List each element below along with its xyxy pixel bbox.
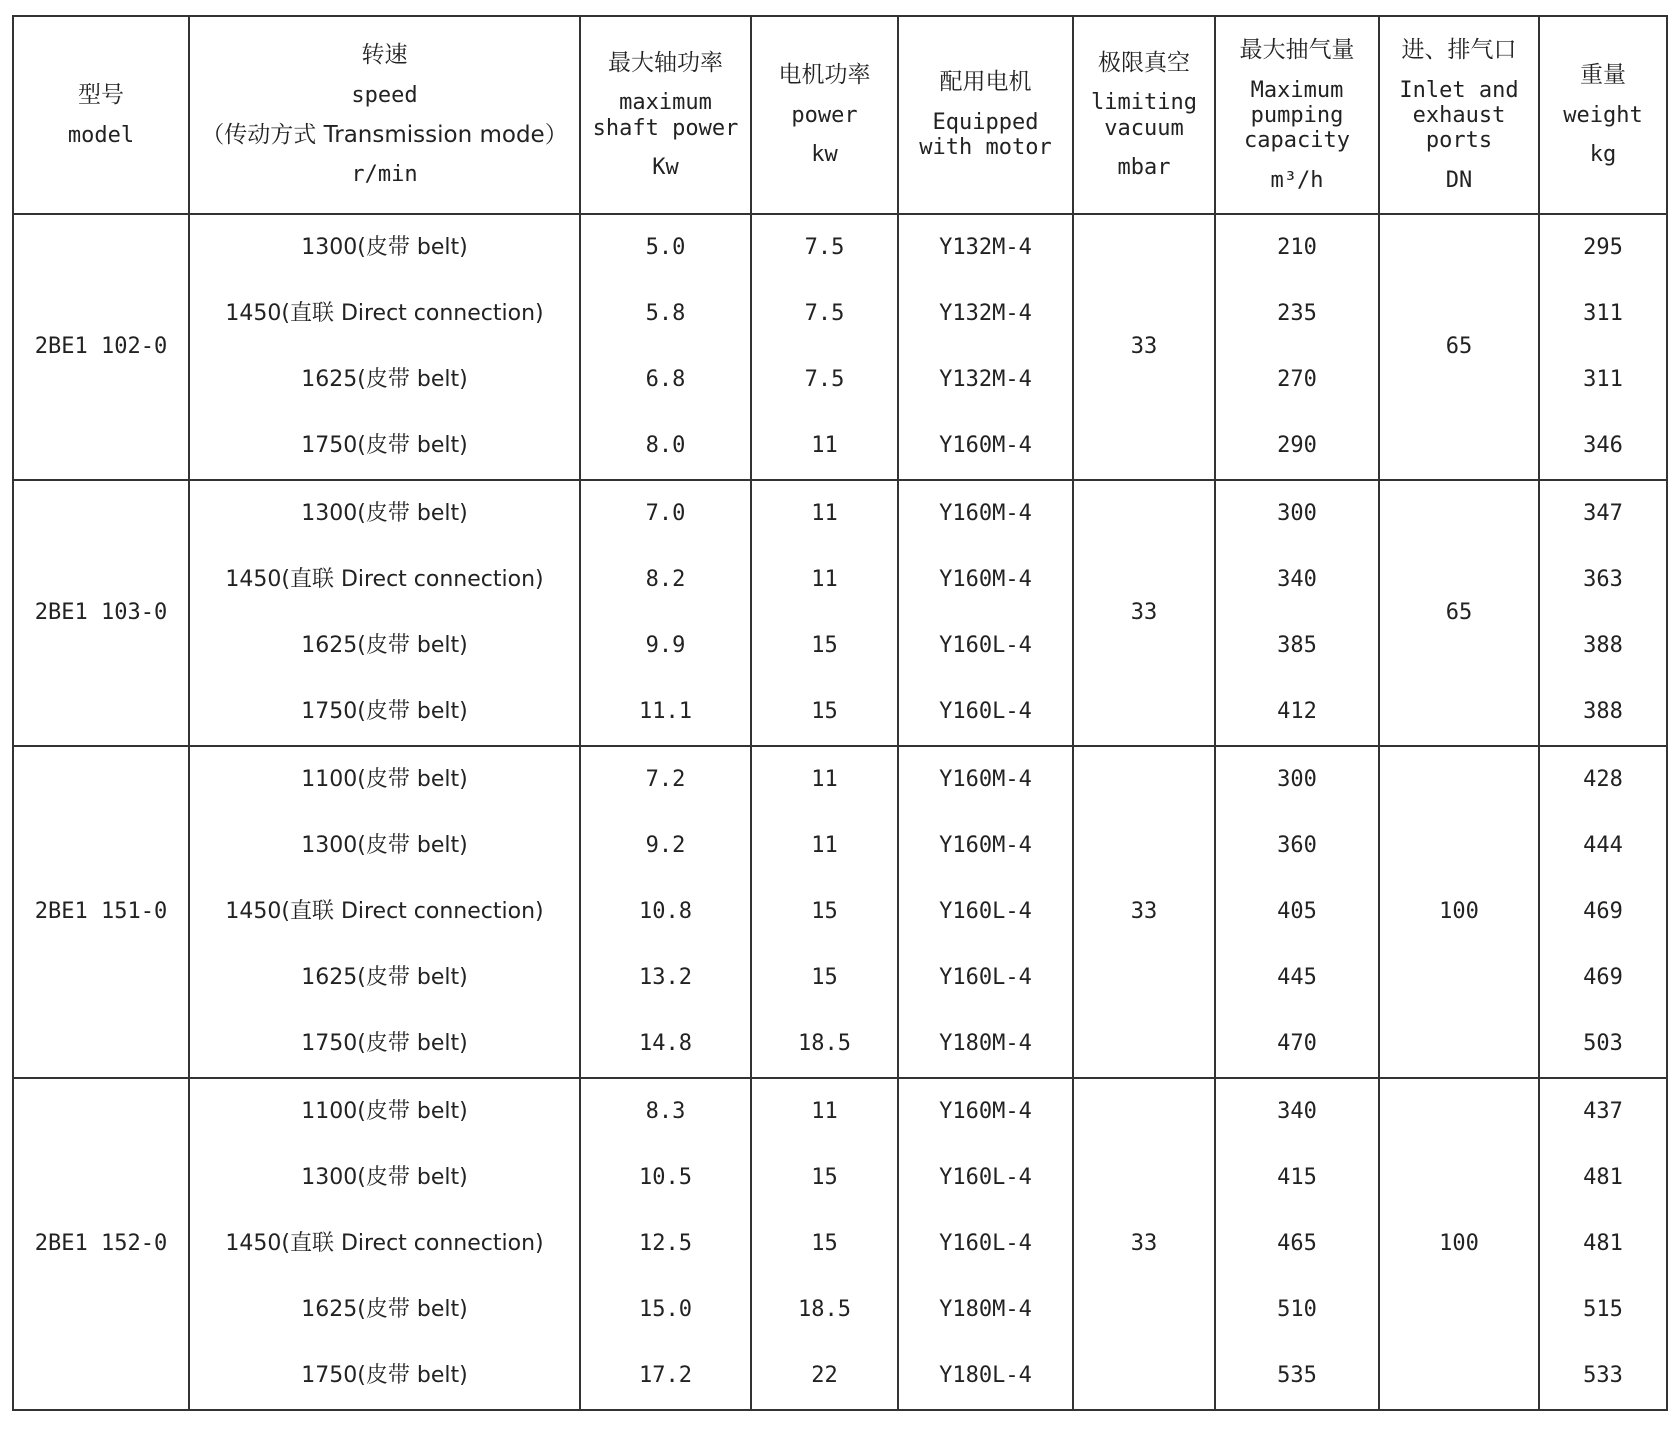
header-speed-unit: r/min — [351, 162, 418, 188]
header-weight-unit: kg — [1589, 142, 1617, 168]
cell-speed: 1750(皮带 belt) — [189, 413, 580, 480]
cell-motor-power: 15 — [751, 945, 898, 1011]
cell-motor-power: 7.5 — [751, 214, 898, 281]
header-ports-en-1: Inlet and — [1399, 77, 1519, 103]
header-ports-en-2: exhaust — [1412, 102, 1506, 128]
header-capacity-cn: 最大抽气量 — [1239, 37, 1355, 64]
table-header — [13, 16, 1667, 214]
cell-motor: Y160L-4 — [898, 613, 1073, 679]
cell-capacity: 210 — [1215, 214, 1379, 281]
cell-motor: Y180M-4 — [898, 1011, 1073, 1078]
cell-speed: 1450(直联 Direct connection) — [189, 1211, 580, 1277]
cell-speed: 1300(皮带 belt) — [189, 813, 580, 879]
cell-weight: 346 — [1539, 413, 1667, 480]
cell-capacity: 470 — [1215, 1011, 1379, 1078]
cell-capacity: 300 — [1215, 480, 1379, 547]
cell-shaft-power: 5.0 — [580, 214, 751, 281]
cell-vacuum: 33 — [1073, 746, 1215, 1078]
cell-weight: 503 — [1539, 1011, 1667, 1078]
cell-weight: 428 — [1539, 746, 1667, 813]
cell-motor: Y132M-4 — [898, 281, 1073, 347]
cell-capacity: 270 — [1215, 347, 1379, 413]
header-ports-en-3: ports — [1425, 128, 1493, 154]
header-motor-power — [751, 16, 898, 214]
cell-speed: 1100(皮带 belt) — [189, 1078, 580, 1145]
cell-capacity: 535 — [1215, 1343, 1379, 1410]
cell-capacity: 445 — [1215, 945, 1379, 1011]
cell-shaft-power: 8.2 — [580, 547, 751, 613]
cell-speed: 1625(皮带 belt) — [189, 1277, 580, 1343]
cell-weight: 388 — [1539, 613, 1667, 679]
cell-motor: Y160L-4 — [898, 1145, 1073, 1211]
cell-weight: 295 — [1539, 214, 1667, 281]
header-speed-mode: （传动方式 Transmission mode） — [201, 122, 568, 148]
header-motor-en-2: with motor — [919, 135, 1052, 161]
cell-motor-power: 11 — [751, 480, 898, 547]
cell-shaft-power: 11.1 — [580, 679, 751, 746]
cell-vacuum: 33 — [1073, 1078, 1215, 1410]
header-row — [13, 16, 1667, 214]
cell-capacity: 300 — [1215, 746, 1379, 813]
cell-shaft-power: 15.0 — [580, 1277, 751, 1343]
header-weight-cn: 重量 — [1580, 62, 1626, 89]
header-model-en: model — [67, 122, 135, 148]
header-capacity-en — [1244, 78, 1350, 154]
cell-capacity: 465 — [1215, 1211, 1379, 1277]
cell-motor: Y160L-4 — [898, 945, 1073, 1011]
cell-motor: Y160M-4 — [898, 746, 1073, 813]
cell-motor-power: 11 — [751, 746, 898, 813]
cell-weight: 437 — [1539, 1078, 1667, 1145]
cell-model: 2BE1 152-0 — [13, 1078, 189, 1410]
cell-motor: Y160M-4 — [898, 413, 1073, 480]
cell-motor-power: 22 — [751, 1343, 898, 1410]
header-motor — [898, 16, 1073, 214]
header-model — [13, 16, 189, 214]
cell-speed: 1625(皮带 belt) — [189, 347, 580, 413]
header-motor-cn: 配用电机 — [939, 69, 1032, 96]
cell-shaft-power: 17.2 — [580, 1343, 751, 1410]
table-row — [13, 214, 1667, 281]
cell-weight: 363 — [1539, 547, 1667, 613]
cell-motor-power: 11 — [751, 813, 898, 879]
header-motor-power-unit: kw — [811, 142, 838, 168]
table-body — [13, 214, 1667, 1410]
cell-speed: 1625(皮带 belt) — [189, 613, 580, 679]
cell-ports: 65 — [1379, 214, 1539, 480]
cell-shaft-power: 9.2 — [580, 813, 751, 879]
spec-table — [12, 15, 1668, 1411]
cell-weight: 515 — [1539, 1277, 1667, 1343]
cell-speed: 1750(皮带 belt) — [189, 679, 580, 746]
cell-shaft-power: 14.8 — [580, 1011, 751, 1078]
cell-motor: Y132M-4 — [898, 347, 1073, 413]
header-ports — [1379, 16, 1539, 214]
header-capacity-en-2: pumping — [1250, 102, 1344, 128]
cell-weight: 481 — [1539, 1145, 1667, 1211]
cell-ports: 100 — [1379, 746, 1539, 1078]
cell-motor-power: 11 — [751, 1078, 898, 1145]
cell-weight: 444 — [1539, 813, 1667, 879]
cell-motor-power: 7.5 — [751, 347, 898, 413]
cell-shaft-power: 7.0 — [580, 480, 751, 547]
cell-speed: 1450(直联 Direct connection) — [189, 879, 580, 945]
cell-model: 2BE1 151-0 — [13, 746, 189, 1078]
header-model-cn: 型号 — [78, 82, 124, 109]
cell-capacity: 385 — [1215, 613, 1379, 679]
cell-weight: 311 — [1539, 347, 1667, 413]
cell-shaft-power: 8.0 — [580, 413, 751, 480]
cell-speed: 1750(皮带 belt) — [189, 1011, 580, 1078]
cell-motor: Y180L-4 — [898, 1343, 1073, 1410]
cell-shaft-power: 13.2 — [580, 945, 751, 1011]
cell-motor-power: 11 — [751, 547, 898, 613]
cell-motor: Y160L-4 — [898, 879, 1073, 945]
header-weight-en: weight — [1563, 102, 1643, 128]
cell-motor: Y160M-4 — [898, 813, 1073, 879]
header-vacuum-cn: 极限真空 — [1098, 49, 1190, 76]
cell-capacity: 290 — [1215, 413, 1379, 480]
cell-motor: Y160M-4 — [898, 547, 1073, 613]
header-speed-cn: 转速 — [361, 42, 408, 69]
cell-speed: 1625(皮带 belt) — [189, 945, 580, 1011]
header-motor-en — [919, 110, 1051, 161]
cell-motor-power: 18.5 — [751, 1277, 898, 1343]
header-capacity — [1215, 16, 1379, 214]
header-ports-cn: 进、排气口 — [1401, 37, 1517, 64]
header-shaft-power-cn: 最大轴功率 — [608, 49, 723, 76]
cell-vacuum: 33 — [1073, 214, 1215, 480]
header-shaft-power-unit: Kw — [652, 154, 679, 180]
cell-capacity: 510 — [1215, 1277, 1379, 1343]
cell-speed: 1750(皮带 belt) — [189, 1343, 580, 1410]
cell-ports: 65 — [1379, 480, 1539, 746]
cell-motor-power: 15 — [751, 879, 898, 945]
header-speed — [189, 16, 580, 214]
header-vacuum-en-2: vacuum — [1104, 115, 1184, 141]
header-weight — [1539, 16, 1667, 214]
cell-motor-power: 7.5 — [751, 281, 898, 347]
cell-shaft-power: 6.8 — [580, 347, 751, 413]
cell-weight: 469 — [1539, 879, 1667, 945]
cell-motor: Y132M-4 — [898, 214, 1073, 281]
header-capacity-en-1: Maximum — [1250, 77, 1344, 103]
header-motor-power-cn: 电机功率 — [778, 62, 871, 89]
header-motor-en-1: Equipped — [932, 109, 1039, 135]
header-ports-unit: DN — [1445, 167, 1473, 193]
header-motor-power-en: power — [791, 102, 858, 128]
header-shaft-power-en-2: shaft power — [592, 115, 739, 141]
cell-speed: 1450(直联 Direct connection) — [189, 547, 580, 613]
cell-motor-power: 15 — [751, 1145, 898, 1211]
cell-speed: 1100(皮带 belt) — [189, 746, 580, 813]
cell-ports: 100 — [1379, 1078, 1539, 1410]
cell-shaft-power: 8.3 — [580, 1078, 751, 1145]
cell-motor: Y160L-4 — [898, 1211, 1073, 1277]
cell-motor-power: 11 — [751, 413, 898, 480]
cell-capacity: 340 — [1215, 1078, 1379, 1145]
cell-motor: Y160L-4 — [898, 679, 1073, 746]
cell-shaft-power: 10.5 — [580, 1145, 751, 1211]
cell-shaft-power: 12.5 — [580, 1211, 751, 1277]
header-shaft-power-en-1: maximum — [619, 90, 712, 116]
header-shaft-power — [580, 16, 751, 214]
cell-shaft-power: 9.9 — [580, 613, 751, 679]
cell-capacity: 415 — [1215, 1145, 1379, 1211]
cell-shaft-power: 7.2 — [580, 746, 751, 813]
cell-model: 2BE1 102-0 — [13, 214, 189, 480]
header-vacuum-unit: mbar — [1117, 154, 1171, 180]
cell-capacity: 412 — [1215, 679, 1379, 746]
cell-weight: 388 — [1539, 679, 1667, 746]
cell-capacity: 235 — [1215, 281, 1379, 347]
table-row — [13, 1078, 1667, 1145]
cell-capacity: 340 — [1215, 547, 1379, 613]
cell-model: 2BE1 103-0 — [13, 480, 189, 746]
cell-weight: 311 — [1539, 281, 1667, 347]
cell-weight: 481 — [1539, 1211, 1667, 1277]
header-capacity-en-3: capacity — [1244, 128, 1350, 154]
cell-speed: 1300(皮带 belt) — [189, 1145, 580, 1211]
cell-motor-power: 18.5 — [751, 1011, 898, 1078]
cell-motor-power: 15 — [751, 613, 898, 679]
header-speed-en: speed — [351, 82, 418, 108]
cell-motor-power: 15 — [751, 1211, 898, 1277]
cell-speed: 1450(直联 Direct connection) — [189, 281, 580, 347]
cell-weight: 347 — [1539, 480, 1667, 547]
header-vacuum-en — [1091, 90, 1197, 141]
header-vacuum — [1073, 16, 1215, 214]
header-ports-en — [1399, 78, 1518, 154]
header-capacity-unit: m³/h — [1270, 167, 1324, 193]
cell-shaft-power: 10.8 — [580, 879, 751, 945]
cell-motor: Y160M-4 — [898, 480, 1073, 547]
cell-speed: 1300(皮带 belt) — [189, 480, 580, 547]
cell-motor: Y160M-4 — [898, 1078, 1073, 1145]
cell-motor-power: 15 — [751, 679, 898, 746]
header-shaft-power-en — [593, 90, 739, 141]
header-vacuum-en-1: limiting — [1091, 90, 1197, 116]
table-row — [13, 480, 1667, 547]
cell-weight: 469 — [1539, 945, 1667, 1011]
cell-vacuum: 33 — [1073, 480, 1215, 746]
cell-capacity: 405 — [1215, 879, 1379, 945]
cell-weight: 533 — [1539, 1343, 1667, 1410]
table-row — [13, 746, 1667, 813]
cell-capacity: 360 — [1215, 813, 1379, 879]
cell-speed: 1300(皮带 belt) — [189, 214, 580, 281]
cell-motor: Y180M-4 — [898, 1277, 1073, 1343]
cell-shaft-power: 5.8 — [580, 281, 751, 347]
